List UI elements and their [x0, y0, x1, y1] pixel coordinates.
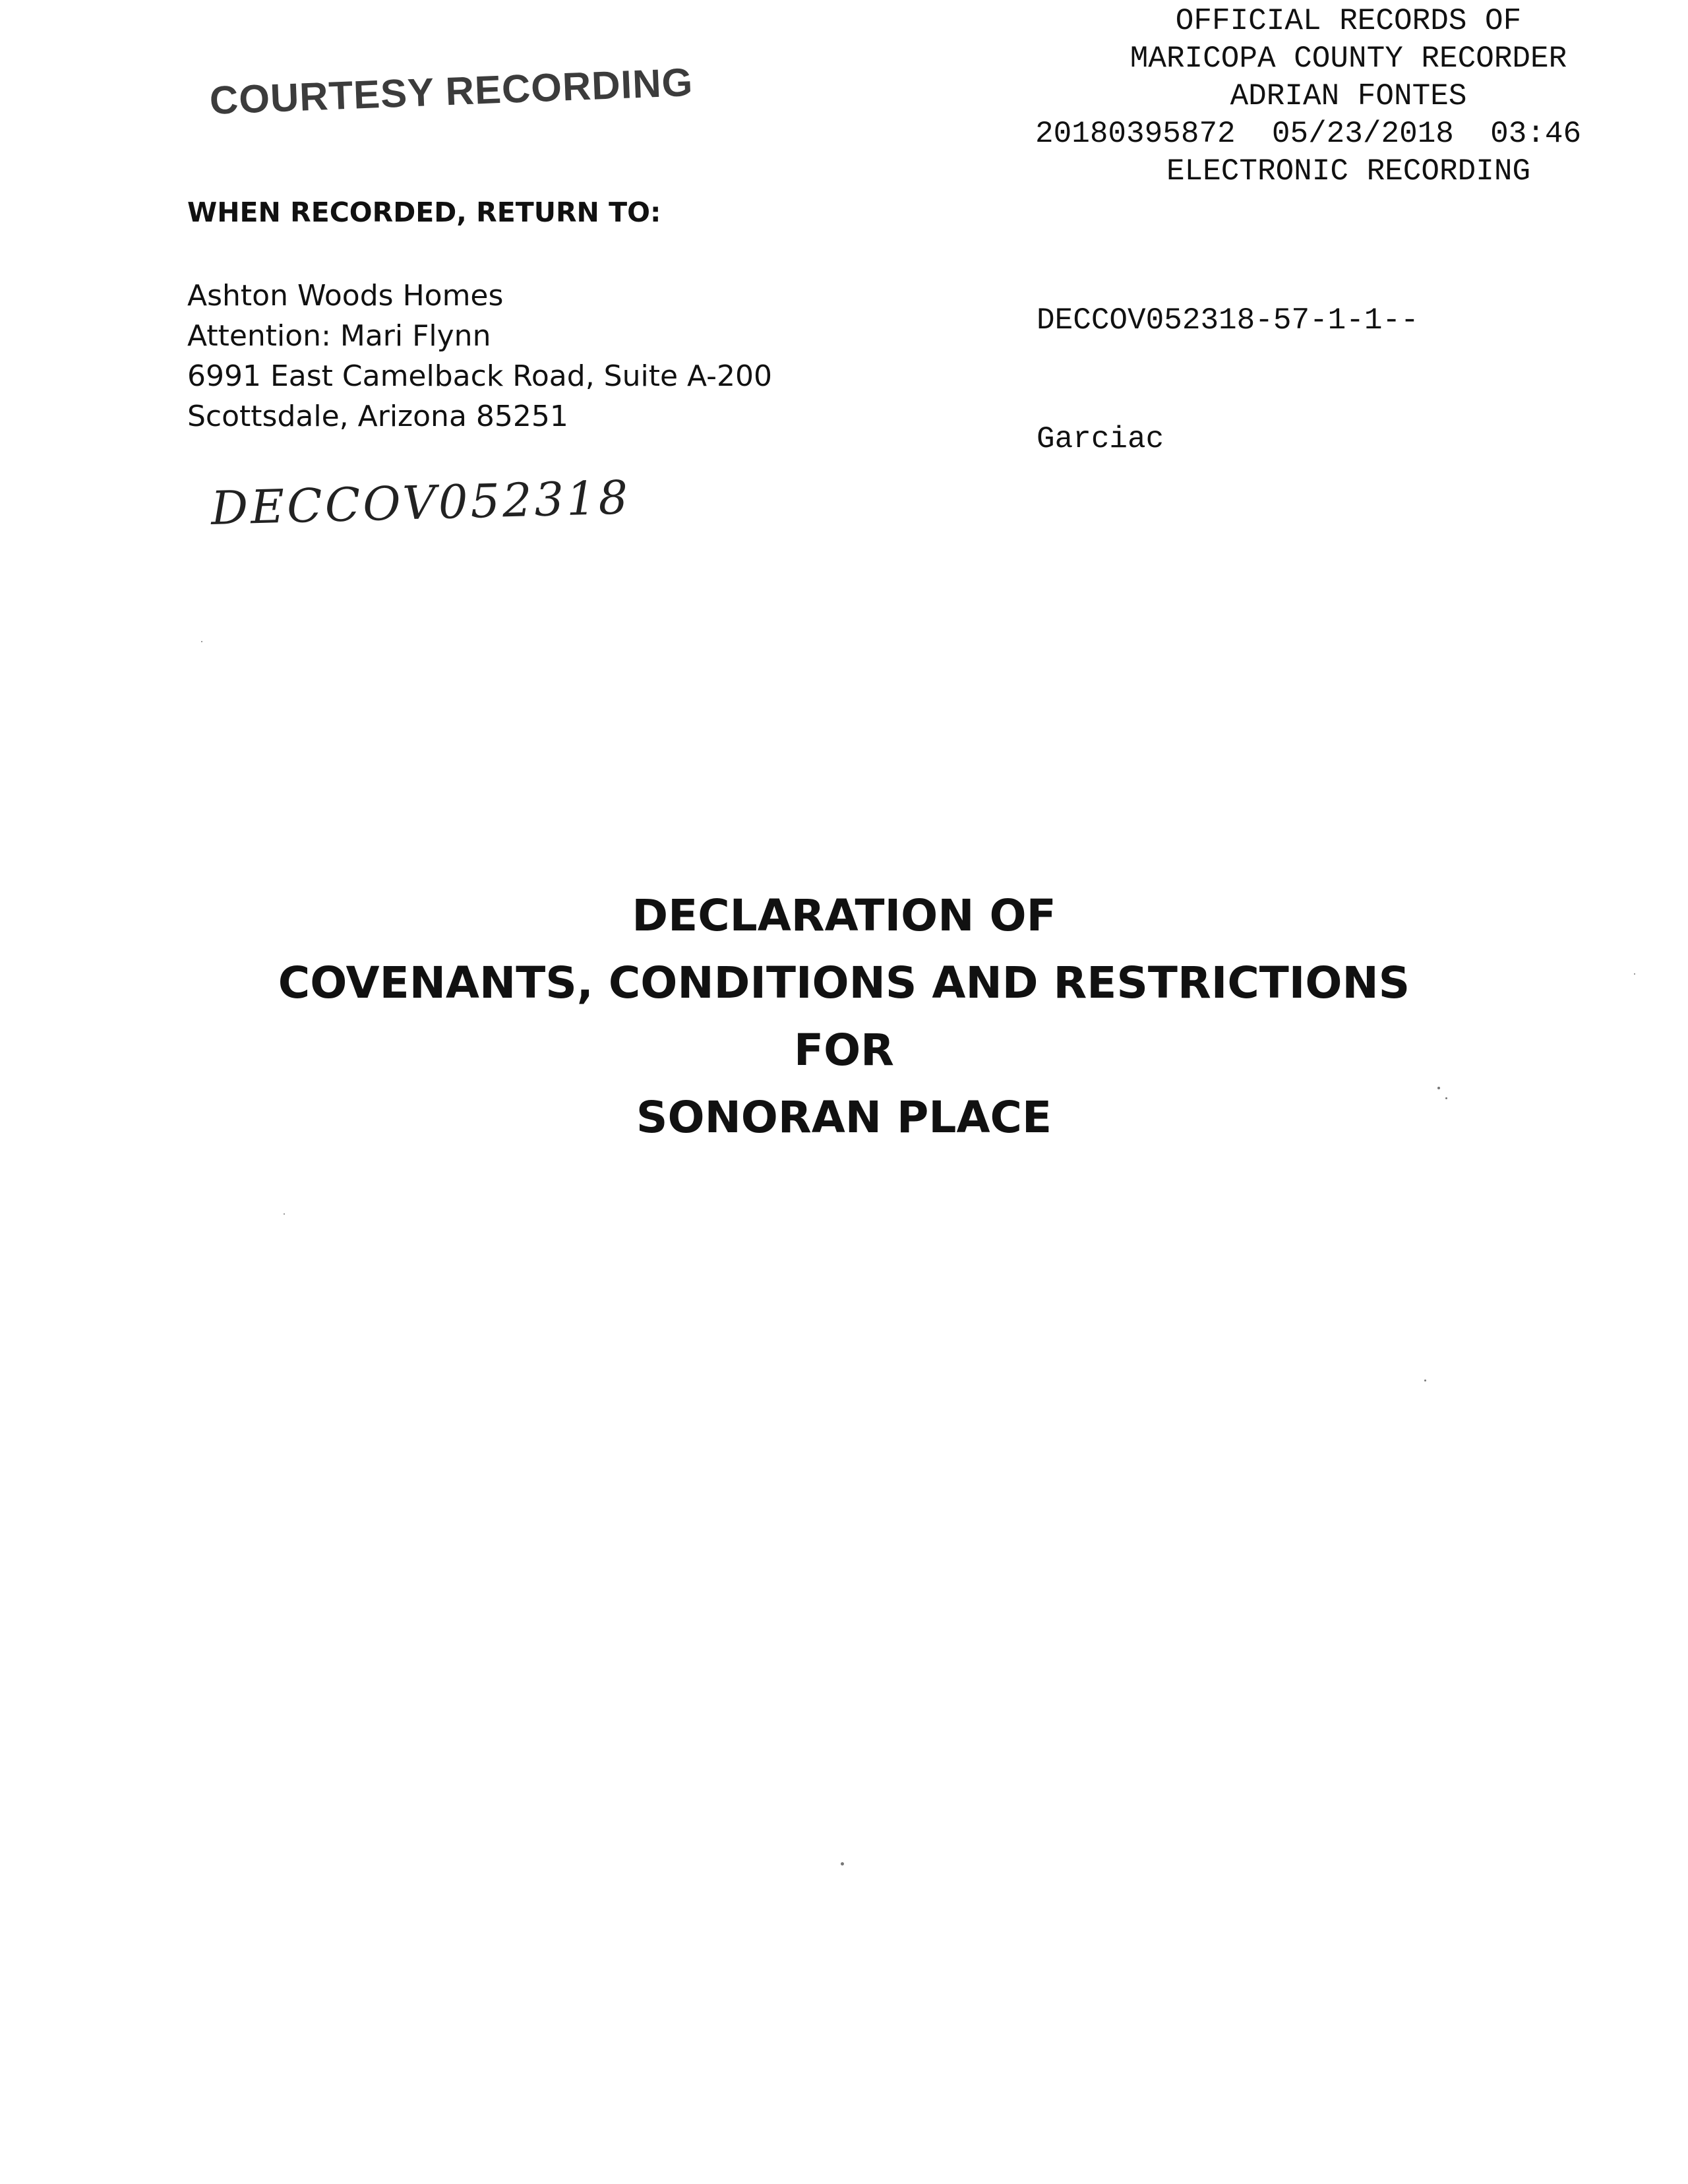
- title-line-covenants: COVENANTS, CONDITIONS AND RESTRICTIONS: [278, 957, 1410, 1008]
- batch-user: Garciac: [1037, 422, 1164, 456]
- scan-speck: [284, 1213, 285, 1215]
- scan-speck: [201, 641, 202, 642]
- return-address-city: Scottsdale, Arizona 85251: [187, 400, 568, 433]
- return-address-attention: Attention: Mari Flynn: [187, 319, 491, 353]
- document-title: [0, 882, 1688, 1151]
- recorder-line-document-number-date: 20180395872 05/23/2018 03:46: [1035, 117, 1582, 151]
- recorder-line-electronic-recording: ELECTRONIC RECORDING: [1166, 154, 1531, 189]
- scan-speck: [1445, 1097, 1447, 1099]
- scan-speck: [841, 1862, 844, 1866]
- scan-speck: [1634, 973, 1635, 975]
- batch-code: DECCOV052318-57-1-1--: [1037, 303, 1419, 338]
- return-address-company: Ashton Woods Homes: [187, 279, 504, 313]
- return-to-label: WHEN RECORDED, RETURN TO:: [187, 197, 661, 228]
- recorder-line-official-records: OFFICIAL RECORDS OF: [1175, 4, 1522, 38]
- handwritten-reference-note: DECCOV052318: [210, 470, 632, 535]
- courtesy-recording-stamp: COURTESY RECORDING: [208, 59, 694, 123]
- return-address-block: [187, 276, 772, 437]
- return-address-street: 6991 East Camelback Road, Suite A-200: [187, 359, 773, 393]
- scan-speck: [1424, 1380, 1426, 1381]
- batch-reference: [1037, 222, 1419, 499]
- title-line-for: FOR: [793, 1025, 894, 1076]
- scan-speck: [1437, 1087, 1440, 1089]
- recorder-line-county: MARICOPA COUNTY RECORDER: [1130, 42, 1567, 76]
- recorder-line-recorder-name: ADRIAN FONTES: [1230, 79, 1467, 113]
- title-line-declaration: DECLARATION OF: [632, 890, 1056, 941]
- recorder-info-block: [1029, 3, 1668, 191]
- title-line-project-name: SONORAN PLACE: [636, 1092, 1052, 1143]
